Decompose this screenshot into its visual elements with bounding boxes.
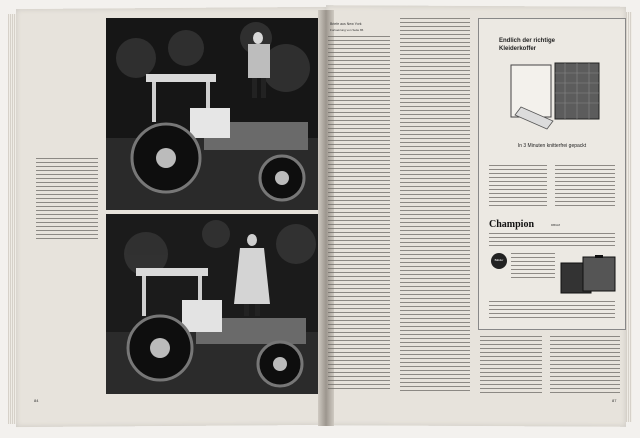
photo-2-illustration: [106, 214, 318, 394]
ad-tagline: In 3 Minuten knitterfrei gepackt: [517, 143, 587, 149]
photo-tractor-woman-coat: [106, 214, 318, 394]
ad-logo-text: Bäldur: [494, 258, 504, 262]
photo-tractor-woman-standing: [106, 18, 318, 210]
ad-logo-icon: [491, 253, 507, 269]
ad-body-text-1: [489, 165, 547, 209]
suitcase-open-illustration: [507, 59, 607, 137]
column-header: Briefe aus New York: [330, 22, 362, 26]
left-page-number: 84: [34, 398, 39, 403]
ad-title-line-1: Endlich der richtige: [499, 38, 556, 44]
middle-text-column-1: [328, 36, 390, 392]
ad-title: [499, 37, 579, 53]
column-subheader: Fortsetzung von Seite 86: [330, 28, 364, 32]
ad-title-line-2: Kleiderkoffer: [499, 46, 537, 52]
middle-text-column-2: [400, 18, 470, 392]
left-text-column: [36, 158, 98, 240]
ad-brand-sub: DBGM: [551, 223, 560, 227]
ad-brand-name: Champion: [489, 219, 535, 230]
photo-1-illustration: [106, 18, 318, 210]
ad-body-text-2: [555, 165, 615, 209]
right-lower-text-2: [550, 336, 620, 394]
closed-suitcases-icon: [559, 255, 619, 295]
champion-suitcase-ad: [478, 18, 626, 330]
ad-brand-text: [489, 233, 615, 249]
right-page-number: 87: [612, 398, 617, 403]
ad-footer-text: [489, 301, 615, 321]
right-lower-text-1: [480, 336, 542, 394]
ad-logo-text-block: [511, 253, 555, 279]
